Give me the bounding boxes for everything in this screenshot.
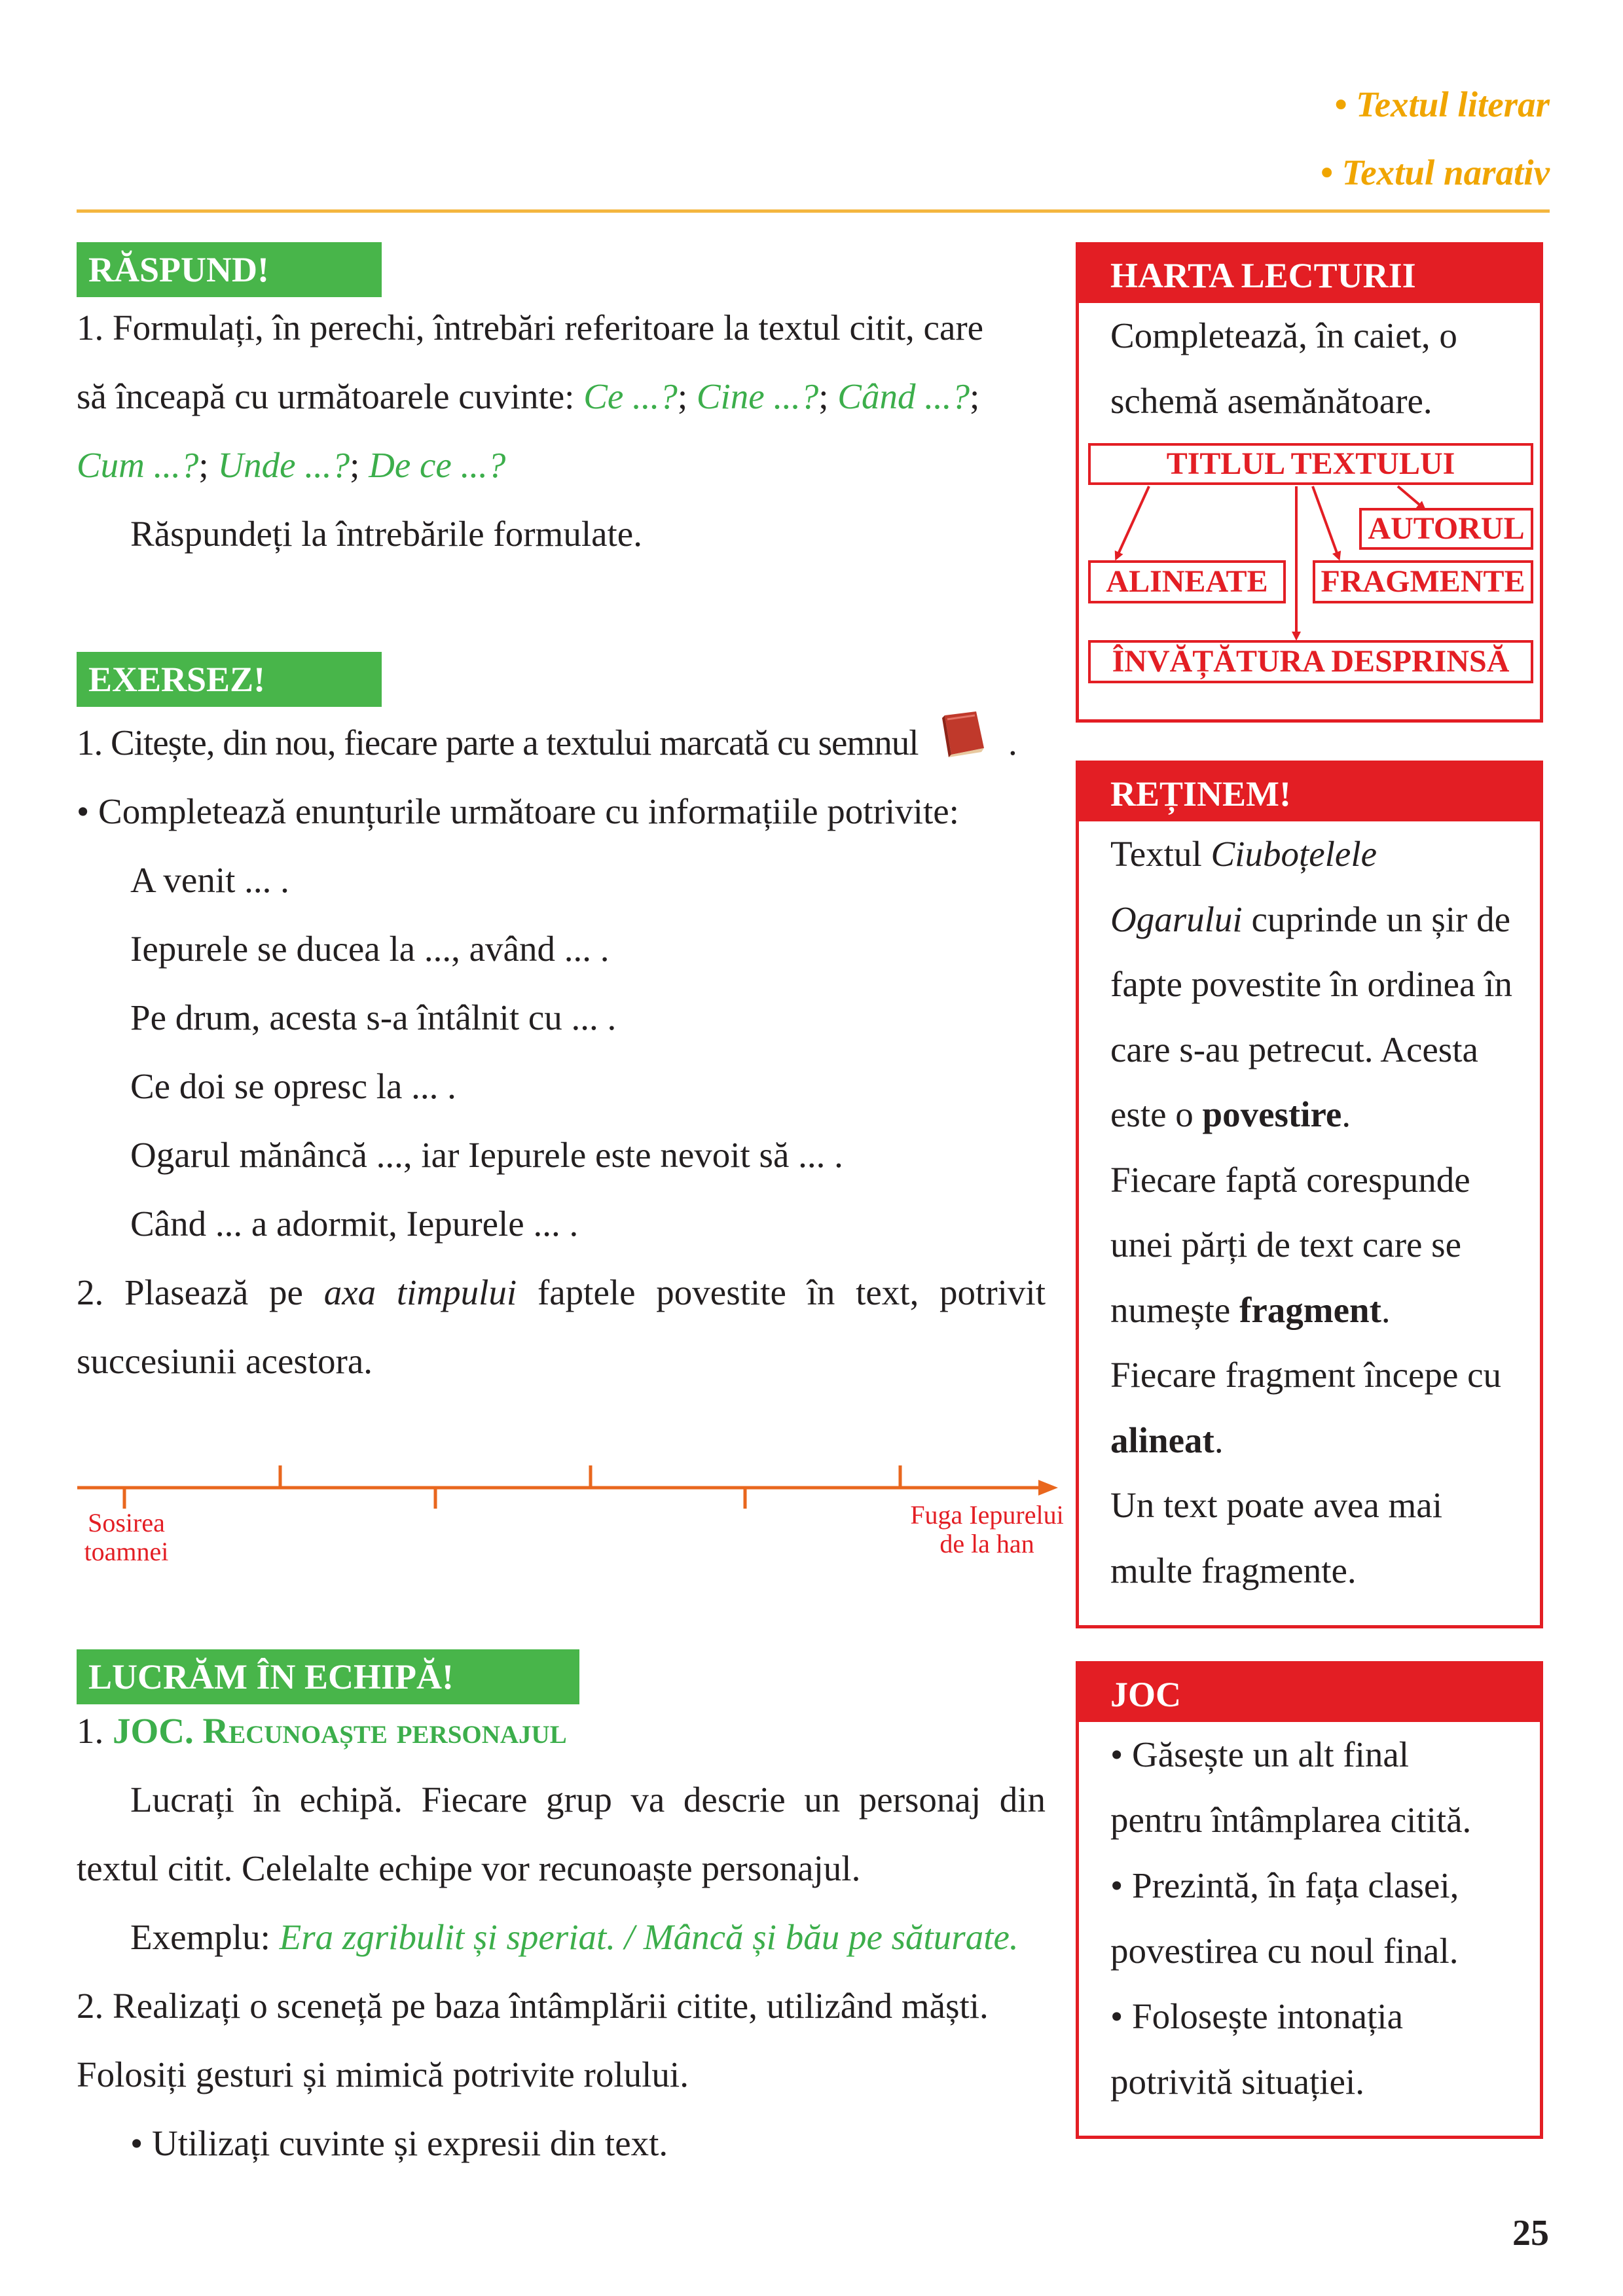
exersez-q2-line2: succesiunii acestora. — [77, 1341, 373, 1381]
timeline-start-label: Sosirea toamnei — [84, 1508, 169, 1566]
lucram-p1-line2: textul citit. Celelalte echipe vor recunoaște personajul. — [77, 1848, 861, 1888]
retinem-l1: Textul Ciuboțelele — [1110, 834, 1377, 874]
joc-content — [1079, 1722, 1540, 2115]
joc-line-1: • Găsește un alt final — [1110, 1734, 1410, 1774]
diagram-fragmente: FRAGMENTE — [1313, 560, 1533, 603]
diagram-titlul-textului: TITLUL TEXTULUI — [1088, 443, 1533, 485]
joc-line-2: pentru întâmplarea citită. — [1110, 1800, 1472, 1840]
exersez-q2-line1: 2. Plasează pe axa timpului faptele povestite în text, potrivit — [77, 1272, 1046, 1312]
exersez-line-5: Ogarul mănâncă ..., iar Iepurele este nevoit să ... . — [130, 1135, 843, 1175]
section-title-lucram: LUCRĂM ÎN ECHIPĂ! — [77, 1649, 579, 1704]
harta-title: HARTA LECTURII — [1079, 245, 1540, 303]
retinem-l2: Ogarului cuprinde un șir de — [1110, 899, 1511, 939]
exersez-line-4: Ce doi se opresc la ... . — [130, 1066, 456, 1106]
diagram-autorul: AUTORUL — [1359, 508, 1533, 550]
header-divider — [77, 209, 1550, 213]
retinem-l3: fapte povestite în ordinea în — [1110, 964, 1512, 1004]
timeline-end-label: Fuga Iepurelui de la han — [910, 1500, 1064, 1558]
exersez-q1: 1. Citește, din nou, fiecare parte a textului marcată cu semnul . — [77, 708, 1046, 777]
lucram-q2-line1: 2. Realizați o sceneță pe baza întâmplării citite, utilizând măști. — [77, 1986, 989, 2026]
lucram-joc-title: 1. JOC. Recunoaște personajul — [77, 1711, 567, 1751]
lucram-example: Exemplu: Era zgribulit și speriat. / Mâncă și bău pe săturate. — [130, 1917, 1019, 1957]
raspund-content — [77, 293, 1046, 568]
exersez-line-6: Când ... a adormit, Iepurele ... . — [130, 1204, 579, 1244]
lucram-p1-line1: Lucrați în echipă. Fiecare grup va descrie un personaj din — [130, 1780, 1046, 1820]
lucram-content — [77, 1696, 1046, 2178]
joc-line-4: povestirea cu noul final. — [1110, 1931, 1459, 1971]
exersez-content — [77, 708, 1046, 1395]
header-item-narativ: • Textul narativ — [1320, 152, 1550, 192]
section-title-raspund: RĂSPUND! — [77, 242, 382, 297]
retinem-title: REȚINEM! — [1079, 764, 1540, 821]
lucram-bullet: • Utilizați cuvinte și expresii din text. — [130, 2123, 668, 2163]
retinem-l12: multe fragmente. — [1110, 1550, 1357, 1590]
harta-instructions — [1079, 303, 1540, 434]
raspund-q1-line3: Cum ...?; Unde ...?; De ce ...? — [77, 445, 506, 485]
joc-line-5: • Folosește intonația — [1110, 1996, 1403, 2036]
joc-label: JOC. — [113, 1711, 194, 1751]
word-cine: Cine ...? — [696, 376, 819, 416]
joc-box — [1076, 1661, 1543, 2139]
retinem-l9: Fiecare fragment începe cu — [1110, 1355, 1502, 1395]
retinem-l11: Un text poate avea mai — [1110, 1485, 1443, 1525]
word-dece: De ce ...? — [369, 445, 506, 485]
raspund-q1-line1: 1. Formulați, în perechi, întrebări referitoare la textul citit, care — [77, 308, 984, 348]
retinem-l5: este o povestire. — [1110, 1094, 1351, 1134]
harta-line2: schemă asemănătoare. — [1110, 381, 1432, 421]
lucram-q2-line2: Folosiți gesturi și mimică potrivite rolului. — [77, 2054, 689, 2094]
exersez-line-3: Pe drum, acesta s-a întâlnit cu ... . — [130, 997, 617, 1037]
section-title-exersez: EXERSEZ! — [77, 652, 382, 707]
word-cum: Cum ...? — [77, 445, 199, 485]
joc-line-3: • Prezintă, în fața clasei, — [1110, 1865, 1459, 1905]
joc-title: JOC — [1079, 1664, 1540, 1722]
retinem-l4: care s-au petrecut. Acesta — [1110, 1029, 1478, 1069]
book-icon — [936, 709, 988, 760]
diagram-alineate: ALINEATE — [1088, 560, 1286, 603]
retinem-box — [1076, 761, 1543, 1628]
exersez-line-1: A venit ... . — [130, 860, 289, 900]
diagram-invatatura: ÎNVĂȚĂTURA DESPRINSĂ — [1088, 640, 1533, 683]
raspund-answer: Răspundeți la întrebările formulate. — [130, 514, 642, 554]
word-unde: Unde ...? — [217, 445, 350, 485]
exersez-bullet: • Completează enunțurile următoare cu informațiile potrivite: — [77, 791, 959, 831]
example-text: Era zgribulit și speriat. / Mâncă și bău pe săturate. — [279, 1917, 1019, 1957]
retinem-l7: unei părți de text care se — [1110, 1225, 1461, 1265]
joc-line-6: potrivită situației. — [1110, 2062, 1364, 2102]
harta-line1: Completează, în caiet, o — [1110, 315, 1457, 355]
retinem-l10: alineat. — [1110, 1420, 1224, 1460]
joc-name: Recunoaște personajul — [202, 1711, 567, 1751]
page-number: 25 — [1512, 2213, 1549, 2253]
retinem-l8: numește fragment. — [1110, 1289, 1391, 1330]
word-ce: Ce ...? — [583, 376, 678, 416]
exersez-line-2: Iepurele se ducea la ..., având ... . — [130, 929, 610, 969]
retinem-content — [1079, 821, 1540, 1603]
raspund-q1-line2: să înceapă cu următoarele cuvinte: Ce ...?; Cine ...?; Când ...?; — [77, 376, 980, 416]
header-item-literar: • Textul literar — [1334, 84, 1550, 124]
retinem-l6: Fiecare faptă corespunde — [1110, 1159, 1470, 1200]
word-cand: Când ...? — [837, 376, 970, 416]
